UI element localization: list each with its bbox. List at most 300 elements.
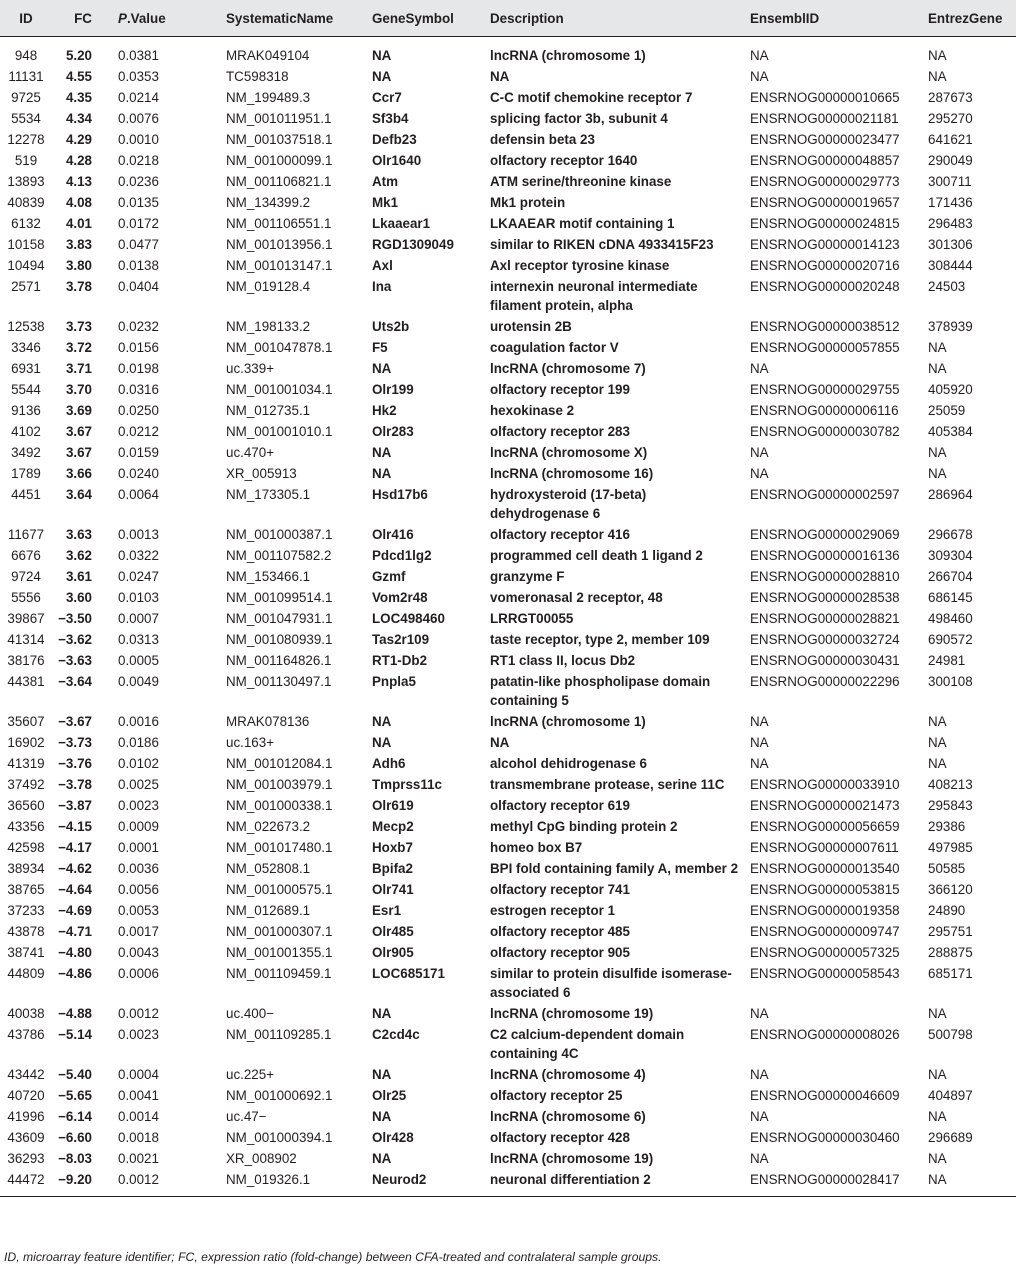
cell-gene-symbol: Neurod2 [372, 1172, 427, 1187]
cell-entrez-gene: 378939 [928, 319, 973, 334]
cell-gene-symbol: RGD1309049 [372, 237, 454, 252]
cell-p-value: 0.0009 [118, 819, 159, 834]
cell-entrez-gene: NA [928, 1067, 947, 1082]
cell-description: lncRNA (chromosome 1) [490, 714, 646, 729]
cell-fc: −4.86 [58, 966, 92, 981]
cell-gene-symbol: NA [372, 1109, 392, 1124]
cell-entrez-gene: 408213 [928, 777, 973, 792]
cell-entrez-gene: 29386 [928, 819, 966, 834]
cell-ensembl-id: ENSRNOG00000030431 [750, 653, 900, 668]
cell-systematic-name: NM_052808.1 [226, 861, 311, 876]
cell-p-value: 0.0198 [118, 361, 159, 376]
cell-id: 948 [14, 48, 38, 63]
cell-systematic-name: NM_001109285.1 [226, 1027, 332, 1042]
cell-entrez-gene: 300108 [928, 674, 973, 689]
cell-description: taste receptor, type 2, member 109 [490, 632, 710, 647]
cell-description: olfactory receptor 619 [490, 798, 630, 813]
cell-entrez-gene: 266704 [928, 569, 973, 584]
cell-description: lncRNA (chromosome 6) [490, 1109, 646, 1124]
cell-description: lncRNA (chromosome 7) [490, 361, 646, 376]
table-row [0, 129, 1016, 150]
cell-entrez-gene: NA [928, 69, 947, 84]
cell-systematic-name: NM_198133.2 [226, 319, 311, 334]
header-p-value [114, 0, 222, 37]
table-row [0, 379, 1016, 400]
cell-entrez-gene: NA [928, 1006, 947, 1021]
cell-description: LRRGT00055 [490, 611, 574, 626]
cell-description: C-C motif chemokine receptor 7 [490, 90, 693, 105]
cell-description: estrogen receptor 1 [490, 903, 616, 918]
cell-id: 3346 [11, 340, 41, 355]
cell-ensembl-id: ENSRNOG00000029755 [750, 382, 900, 397]
cell-id: 6676 [11, 548, 41, 563]
cell-gene-symbol: Pnpla5 [372, 674, 416, 689]
cell-entrez-gene: NA [928, 714, 947, 729]
cell-fc: −3.78 [58, 777, 92, 792]
cell-id: 1789 [11, 466, 41, 481]
cell-gene-symbol: LOC685171 [372, 966, 445, 981]
cell-description: homeo box B7 [490, 840, 583, 855]
cell-entrez-gene: 287673 [928, 90, 973, 105]
cell-id: 43442 [7, 1067, 45, 1082]
cell-ensembl-id: ENSRNOG00000021181 [750, 111, 899, 126]
cell-systematic-name: uc.47− [226, 1109, 267, 1124]
header-systematic-name: SystematicName [222, 0, 368, 37]
cell-ensembl-id: ENSRNOG00000028538 [750, 590, 900, 605]
cell-systematic-name: NM_001017480.1 [226, 840, 333, 855]
cell-description: NA [490, 69, 510, 84]
cell-description: patatin-like phospholipase domain containing 5 [490, 674, 711, 708]
cell-fc: 4.55 [65, 69, 92, 84]
cell-p-value: 0.0214 [118, 90, 159, 105]
cell-gene-symbol: NA [372, 714, 392, 729]
cell-fc: −6.14 [58, 1109, 92, 1124]
cell-id: 35607 [7, 714, 45, 729]
cell-id: 9724 [11, 569, 41, 584]
cell-fc: −4.17 [58, 840, 92, 855]
cell-fc: 4.01 [65, 216, 92, 231]
cell-ensembl-id: ENSRNOG00000032724 [750, 632, 900, 647]
cell-id: 5556 [11, 590, 41, 605]
cell-p-value: 0.0007 [118, 611, 159, 626]
cell-gene-symbol: Sf3b4 [372, 111, 409, 126]
cell-id: 9725 [11, 90, 41, 105]
cell-entrez-gene: 290049 [928, 153, 973, 168]
cell-description: lncRNA (chromosome 19) [490, 1151, 654, 1166]
table-row [0, 171, 1016, 192]
cell-fc: 3.67 [65, 424, 92, 439]
cell-entrez-gene: NA [928, 1151, 947, 1166]
header-fc: FC [52, 0, 114, 37]
cell-id: 37492 [7, 777, 45, 792]
cell-id: 36293 [7, 1151, 45, 1166]
cell-id: 11677 [7, 527, 45, 542]
cell-ensembl-id: ENSRNOG00000028821 [750, 611, 900, 626]
cell-gene-symbol: Olr25 [372, 1088, 407, 1103]
cell-ensembl-id: ENSRNOG00000021473 [750, 798, 900, 813]
cell-id: 40720 [7, 1088, 45, 1103]
cell-description: olfactory receptor 1640 [490, 153, 638, 168]
cell-ensembl-id: ENSRNOG00000038512 [750, 319, 900, 334]
table-row [0, 484, 1016, 524]
cell-id: 43878 [7, 924, 45, 939]
cell-ensembl-id: ENSRNOG00000019358 [750, 903, 900, 918]
cell-gene-symbol: Gzmf [372, 569, 406, 584]
cell-entrez-gene: 405384 [928, 424, 973, 439]
cell-gene-symbol: F5 [372, 340, 388, 355]
cell-fc: 3.62 [65, 548, 92, 563]
cell-ensembl-id: ENSRNOG00000024815 [750, 216, 900, 231]
cell-systematic-name: NM_001099514.1 [226, 590, 333, 605]
cell-systematic-name: NM_001000394.1 [226, 1130, 333, 1145]
cell-ensembl-id: NA [750, 1109, 769, 1124]
cell-id: 9136 [11, 403, 41, 418]
table-row [0, 87, 1016, 108]
cell-ensembl-id: ENSRNOG00000028810 [750, 569, 900, 584]
cell-entrez-gene: NA [928, 340, 947, 355]
table-row [0, 629, 1016, 650]
cell-systematic-name: MRAK078136 [226, 714, 310, 729]
cell-ensembl-id: NA [750, 69, 769, 84]
cell-fc: 3.73 [65, 319, 92, 334]
cell-ensembl-id: NA [750, 1067, 769, 1082]
header-p-value-italic: P [118, 10, 127, 26]
cell-id: 38934 [7, 861, 45, 876]
cell-gene-symbol: Olr1640 [372, 153, 422, 168]
cell-fc: −4.69 [58, 903, 92, 918]
table-row [0, 963, 1016, 1003]
table-row [0, 837, 1016, 858]
cell-ensembl-id: ENSRNOG00000006116 [750, 403, 899, 418]
table-row [0, 192, 1016, 213]
cell-entrez-gene: 301306 [928, 237, 973, 252]
table-row [0, 732, 1016, 753]
table-row [0, 942, 1016, 963]
table-row [0, 566, 1016, 587]
cell-fc: −4.64 [58, 882, 92, 897]
cell-ensembl-id: ENSRNOG00000007611 [750, 840, 899, 855]
cell-entrez-gene: 308444 [928, 258, 973, 273]
cell-fc: −3.67 [58, 714, 92, 729]
cell-ensembl-id: ENSRNOG00000028417 [750, 1172, 900, 1187]
cell-systematic-name: NM_001012084.1 [226, 756, 333, 771]
cell-ensembl-id: ENSRNOG00000010665 [750, 90, 900, 105]
cell-systematic-name: NM_001080939.1 [226, 632, 333, 647]
cell-ensembl-id: ENSRNOG00000029069 [750, 527, 900, 542]
cell-fc: 3.67 [65, 445, 92, 460]
cell-fc: 4.29 [65, 132, 92, 147]
cell-fc: −4.62 [58, 861, 92, 876]
cell-entrez-gene: 50585 [928, 861, 966, 876]
table-row [0, 234, 1016, 255]
cell-ensembl-id: ENSRNOG00000020716 [750, 258, 900, 273]
cell-gene-symbol: Tas2r109 [372, 632, 430, 647]
cell-systematic-name: NM_001001355.1 [226, 945, 333, 960]
cell-fc: 3.70 [65, 382, 92, 397]
cell-gene-symbol: Olr741 [372, 882, 414, 897]
cell-systematic-name: NM_001000338.1 [226, 798, 333, 813]
table-row [0, 37, 1016, 67]
cell-entrez-gene: NA [928, 1172, 947, 1187]
cell-gene-symbol: Axl [372, 258, 393, 273]
table-row [0, 442, 1016, 463]
cell-fc: −8.03 [58, 1151, 92, 1166]
cell-systematic-name: NM_001013147.1 [226, 258, 333, 273]
cell-p-value: 0.0247 [118, 569, 159, 584]
cell-id: 39867 [7, 611, 45, 626]
table-row [0, 337, 1016, 358]
cell-gene-symbol: Olr619 [372, 798, 414, 813]
cell-entrez-gene: 404897 [928, 1088, 973, 1103]
cell-entrez-gene: 405920 [928, 382, 973, 397]
cell-ensembl-id: ENSRNOG00000046609 [750, 1088, 900, 1103]
cell-id: 5544 [11, 382, 41, 397]
cell-systematic-name: uc.400− [226, 1006, 275, 1021]
cell-fc: 4.35 [65, 90, 92, 105]
cell-description: splicing factor 3b, subunit 4 [490, 111, 668, 126]
cell-p-value: 0.0102 [118, 756, 159, 771]
cell-p-value: 0.0135 [118, 195, 159, 210]
cell-gene-symbol: Uts2b [372, 319, 410, 334]
table-row [0, 400, 1016, 421]
cell-description: lncRNA (chromosome 19) [490, 1006, 654, 1021]
table-row [0, 276, 1016, 316]
cell-entrez-gene: 24890 [928, 903, 966, 918]
cell-fc: −5.14 [58, 1027, 92, 1042]
cell-entrez-gene: 295843 [928, 798, 973, 813]
table-row [0, 608, 1016, 629]
cell-entrez-gene: 296689 [928, 1130, 973, 1145]
cell-p-value: 0.0021 [118, 1151, 159, 1166]
cell-fc: 3.60 [65, 590, 92, 605]
cell-description: similar to RIKEN cDNA 4933415F23 [490, 237, 714, 252]
cell-description: defensin beta 23 [490, 132, 595, 147]
header-description: Description [486, 0, 746, 37]
cell-gene-symbol: NA [372, 48, 392, 63]
cell-systematic-name: NM_001109459.1 [226, 966, 332, 981]
cell-ensembl-id: ENSRNOG00000029773 [750, 174, 900, 189]
cell-gene-symbol: NA [372, 466, 392, 481]
table-row [0, 858, 1016, 879]
cell-p-value: 0.0156 [118, 340, 159, 355]
cell-id: 5534 [11, 111, 41, 126]
cell-description: olfactory receptor 25 [490, 1088, 623, 1103]
cell-entrez-gene: NA [928, 445, 947, 460]
cell-gene-symbol: Vom2r48 [372, 590, 428, 605]
cell-gene-symbol: Esr1 [372, 903, 402, 918]
cell-fc: −4.15 [58, 819, 92, 834]
table-row [0, 1148, 1016, 1169]
table-row [0, 900, 1016, 921]
cell-systematic-name: NM_001037518.1 [226, 132, 333, 147]
table-row [0, 66, 1016, 87]
cell-entrez-gene: 296483 [928, 216, 973, 231]
cell-systematic-name: NM_019326.1 [226, 1172, 311, 1187]
cell-id: 6931 [11, 361, 41, 376]
cell-id: 2571 [11, 279, 41, 294]
cell-systematic-name: NM_001000692.1 [226, 1088, 333, 1103]
cell-description: Axl receptor tyrosine kinase [490, 258, 670, 273]
cell-p-value: 0.0006 [118, 966, 159, 981]
cell-gene-symbol: Bpifa2 [372, 861, 413, 876]
table-row [0, 1003, 1016, 1024]
table-row [0, 108, 1016, 129]
cell-description: coagulation factor V [490, 340, 619, 355]
cell-p-value: 0.0053 [118, 903, 159, 918]
cell-id: 37233 [7, 903, 45, 918]
cell-gene-symbol: NA [372, 1067, 392, 1082]
cell-systematic-name: NM_001000575.1 [226, 882, 333, 897]
cell-id: 38176 [7, 653, 45, 668]
table-row [0, 1085, 1016, 1106]
table-body [0, 37, 1016, 1197]
table-row [0, 463, 1016, 484]
cell-systematic-name: NM_001000099.1 [226, 153, 333, 168]
cell-ensembl-id: ENSRNOG00000014123 [750, 237, 900, 252]
cell-description: hydroxysteroid (17-beta) dehydrogenase 6 [490, 487, 647, 521]
cell-systematic-name: NM_001106821.1 [226, 174, 332, 189]
cell-p-value: 0.0064 [118, 487, 159, 502]
cell-gene-symbol: Olr283 [372, 424, 414, 439]
cell-systematic-name: NM_022673.2 [226, 819, 311, 834]
cell-fc: −3.62 [58, 632, 92, 647]
cell-gene-symbol: Ccr7 [372, 90, 402, 105]
cell-gene-symbol: LOC498460 [372, 611, 445, 626]
cell-ensembl-id: ENSRNOG00000033910 [750, 777, 900, 792]
cell-description: transmembrane protease, serine 11C [490, 777, 725, 792]
cell-systematic-name: NM_153466.1 [226, 569, 311, 584]
cell-ensembl-id: ENSRNOG00000030460 [750, 1130, 900, 1145]
cell-description: olfactory receptor 283 [490, 424, 630, 439]
cell-fc: −4.71 [58, 924, 92, 939]
cell-fc: 4.13 [65, 174, 92, 189]
cell-id: 519 [14, 153, 38, 168]
cell-id: 42598 [7, 840, 45, 855]
cell-description: olfactory receptor 905 [490, 945, 630, 960]
cell-entrez-gene: 309304 [928, 548, 973, 563]
cell-systematic-name: NM_001107582.2 [226, 548, 332, 563]
cell-id: 12538 [7, 319, 45, 334]
cell-ensembl-id: NA [750, 1151, 769, 1166]
cell-gene-symbol: RT1-Db2 [372, 653, 428, 668]
header-entrez-gene: EntrezGene [924, 0, 1016, 37]
cell-entrez-gene: 685171 [928, 966, 973, 981]
cell-id: 43609 [7, 1130, 45, 1145]
cell-gene-symbol: NA [372, 1006, 392, 1021]
cell-id: 16902 [7, 735, 45, 750]
cell-p-value: 0.0004 [118, 1067, 159, 1082]
cell-systematic-name: NM_001013956.1 [226, 237, 333, 252]
table-row [0, 150, 1016, 171]
cell-gene-symbol: Hsd17b6 [372, 487, 428, 502]
table-row [0, 1064, 1016, 1085]
cell-description: olfactory receptor 199 [490, 382, 630, 397]
cell-gene-symbol: Olr428 [372, 1130, 414, 1145]
cell-ensembl-id: ENSRNOG00000048857 [750, 153, 900, 168]
cell-id: 44381 [7, 674, 45, 689]
cell-description: olfactory receptor 416 [490, 527, 630, 542]
cell-id: 4102 [11, 424, 41, 439]
cell-entrez-gene: 366120 [928, 882, 973, 897]
cell-fc: 5.20 [65, 48, 92, 63]
cell-fc: −4.80 [58, 945, 92, 960]
cell-ensembl-id: NA [750, 445, 769, 460]
cell-p-value: 0.0041 [118, 1088, 159, 1103]
cell-ensembl-id: NA [750, 466, 769, 481]
cell-p-value: 0.0023 [118, 1027, 159, 1042]
cell-fc: 3.63 [65, 527, 92, 542]
cell-p-value: 0.0218 [118, 153, 159, 168]
cell-gene-symbol: NA [372, 69, 392, 84]
cell-id: 44472 [7, 1172, 45, 1187]
table-row [0, 795, 1016, 816]
cell-p-value: 0.0172 [118, 216, 159, 231]
cell-systematic-name: NM_001130497.1 [226, 674, 332, 689]
cell-entrez-gene: NA [928, 735, 947, 750]
cell-entrez-gene: NA [928, 1109, 947, 1124]
cell-ensembl-id: ENSRNOG00000019657 [750, 195, 900, 210]
cell-entrez-gene: 500798 [928, 1027, 973, 1042]
cell-ensembl-id: ENSRNOG00000053815 [750, 882, 900, 897]
cell-fc: −5.65 [58, 1088, 92, 1103]
cell-id: 6132 [11, 216, 41, 231]
cell-systematic-name: uc.225+ [226, 1067, 275, 1082]
cell-id: 38765 [7, 882, 45, 897]
cell-description: C2 calcium-dependent domain containing 4C [490, 1027, 685, 1061]
cell-p-value: 0.0023 [118, 798, 159, 813]
cell-description: Mk1 protein [490, 195, 566, 210]
cell-id: 36560 [7, 798, 45, 813]
cell-gene-symbol: Olr416 [372, 527, 414, 542]
cell-ensembl-id: NA [750, 714, 769, 729]
cell-systematic-name: NM_001164826.1 [226, 653, 332, 668]
cell-fc: −5.40 [58, 1067, 92, 1082]
cell-fc: 4.28 [65, 153, 92, 168]
cell-p-value: 0.0012 [118, 1172, 159, 1187]
cell-ensembl-id: NA [750, 48, 769, 63]
cell-systematic-name: NM_001047878.1 [226, 340, 333, 355]
cell-p-value: 0.0017 [118, 924, 159, 939]
cell-fc: 3.80 [65, 258, 92, 273]
cell-description: RT1 class II, locus Db2 [490, 653, 636, 668]
cell-gene-symbol: NA [372, 445, 392, 460]
cell-description: methyl CpG binding protein 2 [490, 819, 678, 834]
table-row [0, 1024, 1016, 1064]
cell-entrez-gene: 690572 [928, 632, 973, 647]
cell-id: 43786 [7, 1027, 45, 1042]
cell-p-value: 0.0049 [118, 674, 159, 689]
cell-entrez-gene: 286964 [928, 487, 973, 502]
cell-systematic-name: NM_012689.1 [226, 903, 311, 918]
table-row [0, 753, 1016, 774]
cell-p-value: 0.0353 [118, 69, 159, 84]
cell-p-value: 0.0012 [118, 1006, 159, 1021]
cell-systematic-name: NM_001000307.1 [226, 924, 333, 939]
cell-systematic-name: NM_001003979.1 [226, 777, 333, 792]
cell-gene-symbol: Ina [372, 279, 392, 294]
cell-id: 13893 [7, 174, 45, 189]
table-row [0, 774, 1016, 795]
cell-ensembl-id: ENSRNOG00000009747 [750, 924, 900, 939]
cell-fc: 3.78 [65, 279, 92, 294]
cell-p-value: 0.0232 [118, 319, 159, 334]
cell-fc: −6.60 [58, 1130, 92, 1145]
cell-gene-symbol: Olr905 [372, 945, 414, 960]
cell-description: LKAAEAR motif containing 1 [490, 216, 675, 231]
cell-p-value: 0.0036 [118, 861, 159, 876]
cell-description: BPI fold containing family A, member 2 [490, 861, 739, 876]
cell-ensembl-id: NA [750, 756, 769, 771]
